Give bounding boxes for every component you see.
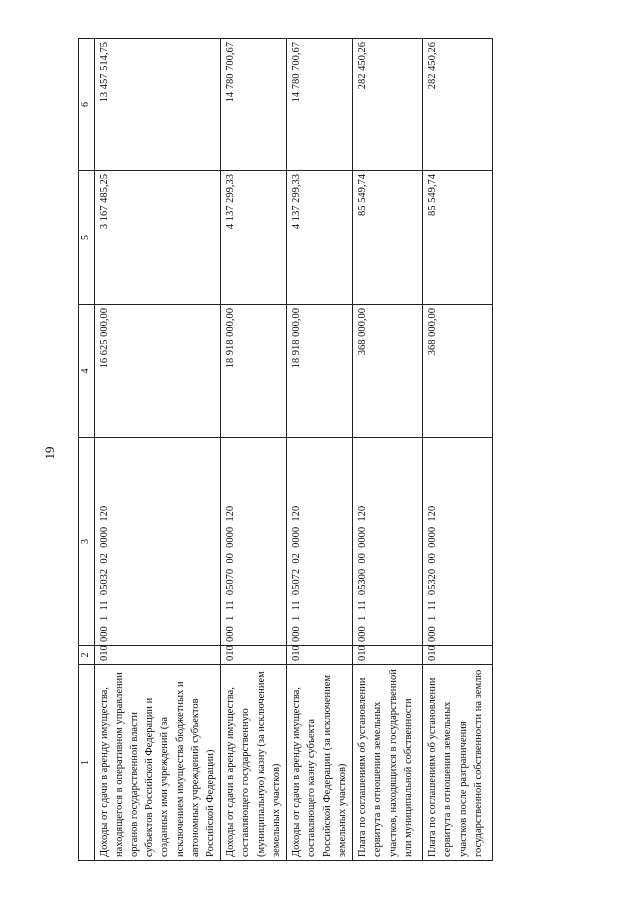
row-admin-code: 010 — [287, 646, 353, 665]
row-value-5: 3 167 485,25 — [94, 171, 221, 305]
row-budget-code: 000 1 11 05300 00 0000 120 — [353, 438, 423, 646]
page-number: 19 — [42, 446, 57, 460]
table-row — [423, 39, 493, 861]
row-value-4: 18 918 000,00 — [221, 305, 287, 438]
column-header-3: 3 — [79, 438, 95, 646]
table-row — [287, 39, 353, 861]
column-header-2: 2 — [79, 646, 95, 665]
row-value-6: 14 780 700,67 — [287, 39, 353, 171]
row-name: Доходы от сдачи в аренду имущества, находящегося в оперативном управлении органов государственной власти субъектов Российской Федерации и созданных ими учреждений (за исключением имущества бюджетных и автономных учреждений субъектов Российской Федерации) — [94, 665, 221, 861]
row-value-5: 4 137 299,33 — [221, 171, 287, 305]
row-value-4: 368 000,00 — [353, 305, 423, 438]
table-row — [221, 39, 287, 861]
table-row — [94, 39, 221, 861]
column-header-6: 6 — [79, 39, 95, 171]
row-value-4: 16 625 000,00 — [94, 305, 221, 438]
row-name: Доходы от сдачи в аренду имущества, составляющего государственную (муниципальную) казну (за исключением земельных участков) — [221, 665, 287, 861]
row-value-5: 85 549,74 — [423, 171, 493, 305]
row-name: Доходы от сдачи в аренду имущества, составляющего казну субъекта Российской Федерации (за исключением земельных участков) — [287, 665, 353, 861]
row-value-6: 282 450,26 — [353, 39, 423, 171]
row-value-6: 282 450,26 — [423, 39, 493, 171]
row-value-4: 368 000,00 — [423, 305, 493, 438]
row-value-5: 85 549,74 — [353, 171, 423, 305]
row-value-6: 14 780 700,67 — [221, 39, 287, 171]
row-name: Плата по соглашениям об установлении сервитута в отношении земельных участков после разграничения государственной собственности на землю — [423, 665, 493, 861]
row-budget-code: 000 1 11 05320 00 0000 120 — [423, 438, 493, 646]
row-admin-code: 010 — [221, 646, 287, 665]
column-header-5: 5 — [79, 171, 95, 305]
column-header-1: 1 — [79, 665, 95, 861]
table-header-row — [79, 39, 95, 861]
rotated-table-wrapper — [78, 39, 488, 861]
row-budget-code: 000 1 11 05072 02 0000 120 — [287, 438, 353, 646]
row-value-5: 4 137 299,33 — [287, 171, 353, 305]
row-admin-code: 010 — [94, 646, 221, 665]
row-name: Плата по соглашениям об установлении сервитута в отношении земельных участков, находящихся в государственной или муниципальной собственности — [353, 665, 423, 861]
table-row — [353, 39, 423, 861]
row-admin-code: 010 — [423, 646, 493, 665]
row-value-4: 18 918 000,00 — [287, 305, 353, 438]
row-value-6: 13 457 514,75 — [94, 39, 221, 171]
row-budget-code: 000 1 11 05032 02 0000 120 — [94, 438, 221, 646]
row-budget-code: 000 1 11 05070 00 0000 120 — [221, 438, 287, 646]
revenue-table — [78, 38, 493, 861]
row-admin-code: 010 — [353, 646, 423, 665]
column-header-4: 4 — [79, 305, 95, 438]
